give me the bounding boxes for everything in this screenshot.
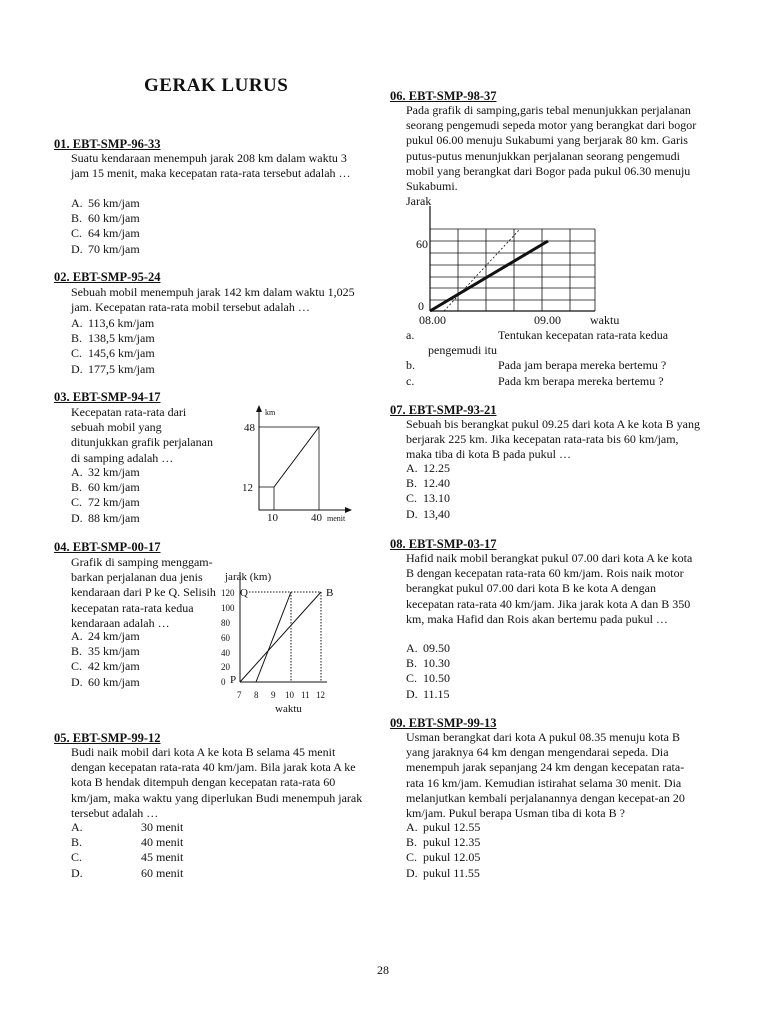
subquestion-a: a. Tentukan kecepatan rata-rata kedua — [406, 328, 669, 342]
x-tick-0900: 09.00 — [534, 313, 561, 327]
option-a: A. 09.50 — [406, 641, 450, 655]
y-axis-arrow — [256, 405, 262, 412]
question-04-text: Grafik di samping menggam-barkan perjalanan dua jenis kendaraan dari P ke Q. Selisih kecepatan rata-rata kedua kendaraan adalah … — [71, 555, 216, 630]
y-tick-80: 80 — [221, 618, 230, 628]
question-01-text: Suatu kendaraan menempuh jarak 208 km dalam waktu 3 jam 15 menit, maka kecepatan rata-rata tersebut adalah … — [71, 151, 351, 181]
question-09-header: 09. EBT-SMP-99-13 — [390, 716, 497, 730]
y-axis-title: Jarak — [406, 194, 432, 208]
question-06-text: Pada grafik di samping,garis tebal menunjukkan perjalanan seorang pengemudi sepeda motor yang berangkat dari bogor pukul 06.00 menuju Sukabumi yang berjarak 80 km. Garis putus-putus menunjukkan perjalanan seorang pengemudi mobil yang berangkat dari Bogor pada pukul 06.30 menuju Sukabumi. — [406, 103, 697, 194]
option-d: D. 60 km/jam — [71, 674, 140, 689]
travel-line — [274, 427, 319, 487]
option-b: B. 40 menit — [71, 835, 184, 850]
option-c: C. 13.10 — [406, 491, 450, 506]
x-axis-title: waktu — [590, 313, 620, 327]
grid — [430, 229, 595, 311]
option-d: D. 11.15 — [406, 686, 450, 701]
option-c: C. 42 km/jam — [71, 659, 140, 674]
question-06-subquestions — [406, 328, 668, 389]
x-axis-arrow — [345, 507, 352, 513]
question-02-header: 02. EBT-SMP-95-24 — [54, 270, 161, 284]
x-axis-title: waktu — [275, 703, 302, 715]
x-tick-10: 10 — [267, 512, 278, 524]
option-c: C. 145,6 km/jam — [71, 346, 155, 361]
option-b: B. 138,5 km/jam — [71, 331, 155, 346]
point-p-label: P — [230, 674, 237, 686]
option-b: B. 60 km/jam — [71, 480, 140, 495]
option-d: D. pukul 11.55 — [406, 865, 480, 880]
x-unit-label: menit — [327, 514, 346, 523]
question-01-options — [71, 196, 140, 257]
option-d: D. 13,40 — [406, 506, 450, 521]
question-07-header: 07. EBT-SMP-93-21 — [390, 403, 497, 417]
question-09-options — [406, 820, 480, 881]
option-c: C. 72 km/jam — [71, 495, 140, 510]
x-tick-12: 12 — [316, 690, 325, 700]
x-tick-9: 9 — [271, 690, 276, 700]
question-05-text: Budi naik mobil dari kota A ke kota B selama 45 menit dengan kecepatan rata-rata 40 km/jam. Bila jarak kota A ke kota B hendak ditempuh dengan kecepatan rata-rata 60 km/jam, maka waktu yang diperlukan Budi menempuh jarak tersebut adalah … — [71, 745, 363, 820]
option-b: B. 35 km/jam — [71, 644, 140, 659]
option-d: D. 60 menit — [71, 865, 184, 880]
question-02-options — [71, 316, 155, 377]
y-axis-title: jarak (km) — [225, 571, 272, 583]
question-03-options — [71, 465, 140, 526]
option-b: B. 12.40 — [406, 476, 450, 491]
option-a: A. pukul 12.55 — [406, 820, 481, 834]
question-03-graph — [236, 400, 362, 528]
option-d: D. 70 km/jam — [71, 241, 140, 256]
option-d: D. 177,5 km/jam — [71, 361, 155, 376]
option-b: B. 10.30 — [406, 656, 450, 671]
option-b: B. pukul 12.35 — [406, 835, 481, 850]
question-08-text: Hafid naik mobil berangkat pukul 07.00 dari kota A ke kota B dengan kecepatan rata-rata 60 km/jam. Rois naik motor berangkat pukul 07.00 dari kota B ke kota A dengan kecepatan rata-rata 40 km/jam. Jika jarak kota A dan B 350 km, maka Hafid dan Rois akan bertemu pada pukul … — [406, 551, 693, 626]
subquestion-b: b. Pada jam berapa mereka bertemu ? — [406, 358, 667, 373]
y-tick-60: 60 — [221, 633, 230, 643]
question-01-header: 01. EBT-SMP-96-33 — [54, 137, 161, 151]
question-07-text: Sebuah bis berangkat pukul 09.25 dari kota A ke kota B yang berjarak 225 km. Jika kecepatan rata-rata bis 60 km/jam, maka tiba di kota B pada pukul … — [406, 417, 700, 462]
question-06-header: 06. EBT-SMP-98-37 — [390, 89, 497, 103]
x-tick-7: 7 — [237, 690, 242, 700]
x-tick-8: 8 — [254, 690, 259, 700]
option-a: A. 113,6 km/jam — [71, 316, 155, 330]
question-03-text: Kecepatan rata-rata dari sebuah mobil yang ditunjukkan grafik perjalanan di samping adalah … — [71, 405, 213, 465]
x-tick-11: 11 — [301, 690, 310, 700]
option-a: A. 30 menit — [71, 820, 184, 834]
y-unit-label: km — [265, 408, 276, 417]
question-04-header: 04. EBT-SMP-00-17 — [54, 540, 161, 554]
point-b-label: B — [326, 587, 334, 599]
question-08-options — [406, 641, 450, 702]
option-c: C. 45 menit — [71, 850, 184, 865]
option-c: C. 10.50 — [406, 671, 450, 686]
question-04-graph — [215, 566, 350, 716]
motorcycle-thick-line — [430, 241, 548, 311]
line-b — [240, 592, 321, 682]
question-04-options — [71, 629, 140, 690]
question-03-header: 03. EBT-SMP-94-17 — [54, 390, 161, 404]
x-tick-0800: 08.00 — [419, 313, 446, 327]
option-a: A. 24 km/jam — [71, 629, 140, 643]
question-08-header: 08. EBT-SMP-03-17 — [390, 537, 497, 551]
y-tick-0: 0 — [418, 299, 424, 313]
option-a: A. 32 km/jam — [71, 465, 140, 479]
question-07-options — [406, 461, 450, 522]
question-05-options — [71, 820, 183, 881]
y-tick-60: 60 — [416, 237, 428, 251]
x-tick-10: 10 — [285, 690, 294, 700]
line-a — [256, 592, 291, 682]
option-a: A. 56 km/jam — [71, 196, 140, 210]
page-title: GERAK LURUS — [144, 75, 289, 96]
y-tick-100: 100 — [221, 603, 235, 613]
page-number: 28 — [377, 963, 389, 977]
y-tick-48: 48 — [244, 422, 255, 434]
y-tick-40: 40 — [221, 648, 230, 658]
x-tick-40: 40 — [311, 512, 322, 524]
subquestion-a-cont: pengemudi itu — [428, 343, 497, 358]
option-b: B. 60 km/jam — [71, 211, 140, 226]
question-05-header: 05. EBT-SMP-99-12 — [54, 731, 161, 745]
question-09-text: Usman berangkat dari kota A pukul 08.35 menuju kota B yang jaraknya 64 km dengan mengendarai sepeda. Dia menempuh jarak sepanjang 24 km dengan kecepatan rata-rata 16 km/jam. Kemudian istirahat selama 30 menit. Dia melanjutkan kembali perjalanannya dengan kecepat-an 20 km/jam. Pukul berapa Usman tiba di kota B ? — [406, 730, 685, 821]
option-d: D. 88 km/jam — [71, 510, 140, 525]
question-02-text: Sebuah mobil menempuh jarak 142 km dalam waktu 1,025 jam. Kecepatan rata-rata mobil tersebut adalah … — [71, 285, 355, 315]
question-06-graph — [400, 190, 630, 330]
y-tick-120: 120 — [221, 588, 235, 598]
subquestion-c: c. Pada km berapa mereka bertemu ? — [406, 373, 664, 388]
point-q-label: Q — [240, 587, 248, 599]
option-c: C. 64 km/jam — [71, 226, 140, 241]
y-tick-20: 20 — [221, 662, 230, 672]
y-tick-12: 12 — [242, 482, 253, 494]
y-tick-0: 0 — [221, 677, 226, 687]
option-c: C. pukul 12.05 — [406, 850, 481, 865]
option-a: A. 12.25 — [406, 461, 450, 475]
